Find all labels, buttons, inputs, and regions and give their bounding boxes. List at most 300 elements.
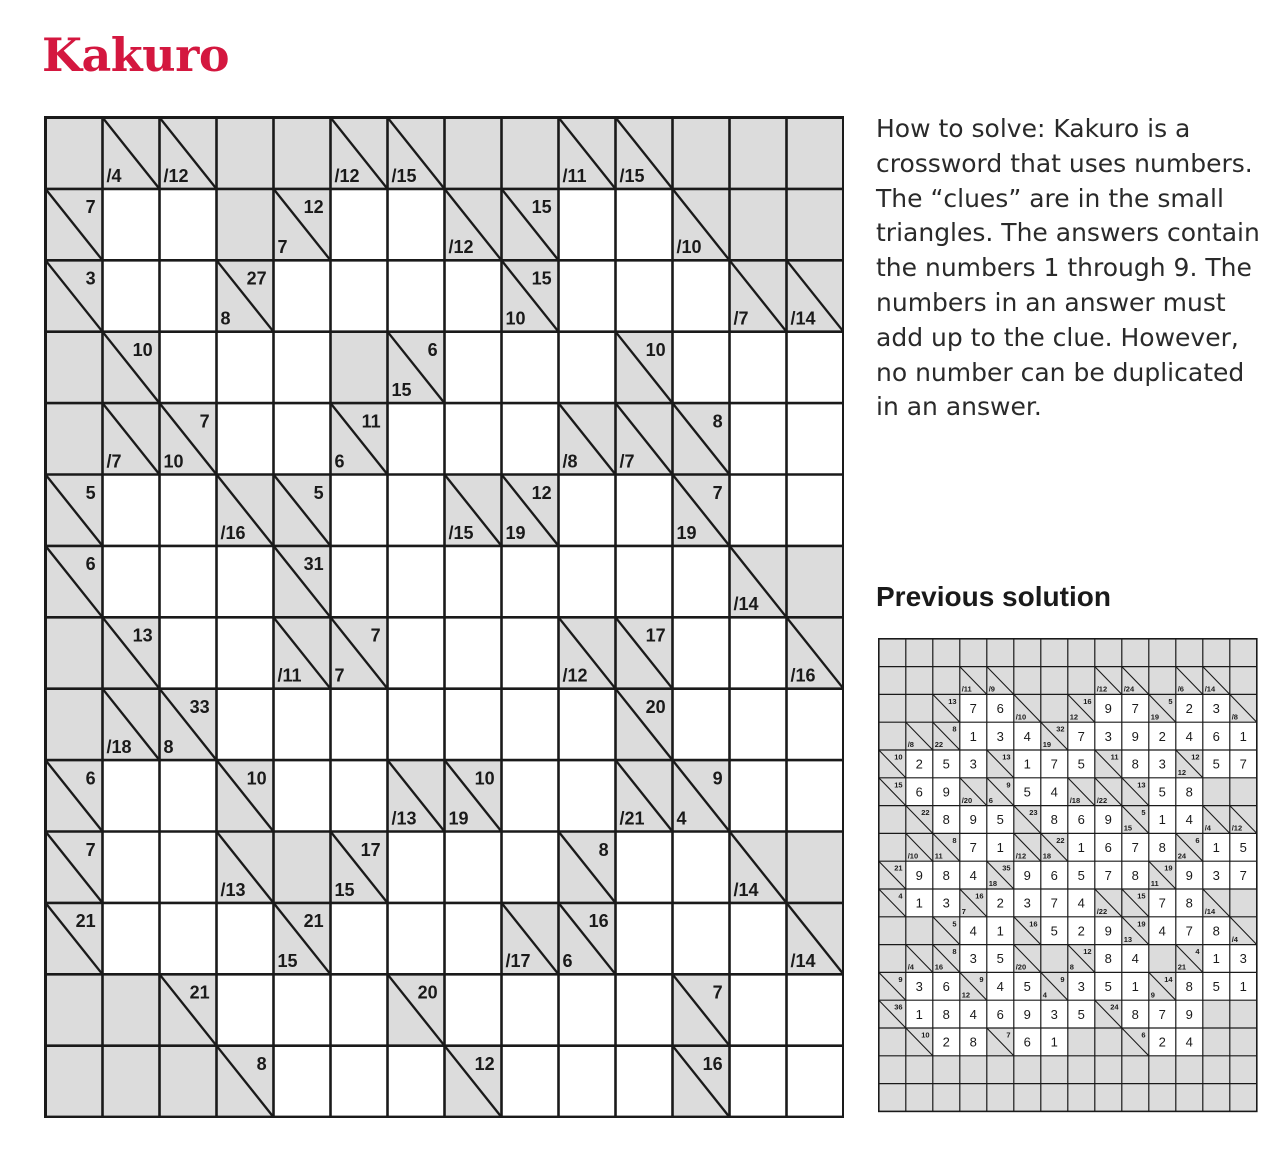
prev-solution-digit: 6	[1077, 812, 1085, 828]
prev-down-clue: 12	[1069, 712, 1079, 722]
prev-across-clue: 10	[894, 752, 903, 762]
across-clue: 11	[361, 411, 381, 432]
answer-cell[interactable]	[502, 332, 559, 403]
answer-cell[interactable]	[730, 689, 787, 760]
answer-cell[interactable]	[502, 689, 559, 760]
prev-solution-digit: 8	[1131, 756, 1139, 772]
answer-cell[interactable]	[388, 903, 445, 974]
prev-across-clue: 5	[1141, 808, 1146, 818]
blocked-cell	[160, 1046, 217, 1117]
prev-solution-digit: 1	[996, 923, 1004, 939]
blocked-cell	[46, 689, 103, 760]
prev-across-clue: 24	[1110, 1002, 1119, 1012]
across-clue: 12	[531, 482, 552, 503]
answer-cell[interactable]	[787, 689, 844, 760]
prev-solution-digit: 4	[1023, 728, 1031, 744]
prev-solution-digit: 3	[996, 728, 1004, 744]
prev-solution-digit: 4	[996, 978, 1004, 994]
answer-cell[interactable]	[217, 332, 274, 403]
answer-cell[interactable]	[502, 617, 559, 688]
prev-down-clue: /12	[1231, 823, 1243, 833]
prev-down-clue: /10	[1015, 712, 1027, 722]
prev-solution-digit: 8	[1050, 812, 1058, 828]
answer-cell[interactable]	[502, 760, 559, 831]
answer-cell[interactable]	[730, 760, 787, 831]
prev-down-clue: 7	[961, 907, 966, 917]
down-clue: /12	[334, 165, 360, 186]
prev-solution-digit: 5	[1212, 756, 1220, 772]
prev-solution-digit: 4	[969, 1006, 977, 1022]
answer-cell[interactable]	[103, 475, 160, 546]
answer-cell[interactable]	[445, 617, 502, 688]
answer-cell[interactable]	[445, 332, 502, 403]
how-to-solve-text: How to solve: Kakuro is a crossword that uses numbers. The “clues” are in the small triangles. The answers contain the numbers 1 through 9. The numbers in an answer must add up to the clue. However, no number can be duplicated in an answer.	[876, 114, 1260, 422]
answer-cell[interactable]	[103, 832, 160, 903]
answer-cell[interactable]	[274, 403, 331, 474]
prev-solution-digit: 8	[1185, 978, 1193, 994]
prev-across-clue: 13	[948, 696, 957, 706]
prev-solution-digit: 1	[915, 895, 923, 911]
prev-across-clue: 8	[952, 724, 957, 734]
prev-solution-digit: 5	[1239, 839, 1247, 855]
prev-solution-digit: 3	[969, 951, 977, 967]
prev-blocked-cell	[1176, 639, 1203, 667]
answer-cell[interactable]	[445, 903, 502, 974]
prev-blocked-cell	[906, 1084, 933, 1112]
prev-solution-digit: 9	[1023, 1006, 1031, 1022]
answer-cell[interactable]	[331, 189, 388, 260]
across-clue: 17	[360, 839, 381, 860]
prev-across-clue: 9	[1006, 780, 1011, 790]
answer-cell[interactable]	[160, 903, 217, 974]
prev-down-clue: /10	[907, 851, 919, 861]
answer-cell[interactable]	[160, 760, 217, 831]
blocked-cell	[46, 332, 103, 403]
down-clue: /15	[448, 522, 474, 543]
answer-cell[interactable]	[217, 903, 274, 974]
prev-solution-digit: 7	[1050, 895, 1058, 911]
across-clue: 16	[702, 1053, 723, 1074]
prev-solution-digit: 5	[1077, 867, 1085, 883]
prev-across-clue: 19	[1164, 863, 1173, 873]
answer-cell[interactable]	[160, 475, 217, 546]
answer-cell[interactable]	[673, 689, 730, 760]
across-clue: 10	[474, 768, 495, 789]
across-clue: 6	[85, 768, 96, 789]
prev-solution-digit: 4	[1077, 895, 1085, 911]
prev-down-clue: /4	[1204, 823, 1211, 833]
across-clue: 10	[645, 339, 666, 360]
prev-down-clue: 12	[1177, 768, 1187, 778]
prev-solution-digit: 1	[1239, 728, 1247, 744]
answer-cell[interactable]	[217, 617, 274, 688]
prev-across-clue: 19	[1137, 919, 1146, 929]
prev-blocked-cell	[987, 1084, 1014, 1112]
prev-blocked-cell	[1041, 1056, 1068, 1084]
prev-blocked-cell	[1068, 1084, 1095, 1112]
prev-blocked-cell	[1095, 639, 1122, 667]
prev-across-clue: 6	[1195, 835, 1200, 845]
answer-cell[interactable]	[160, 260, 217, 331]
down-clue: 7	[277, 237, 288, 258]
down-clue: /11	[277, 665, 302, 686]
prev-solution-digit: 1	[1050, 1034, 1058, 1050]
prev-across-clue: 36	[894, 1002, 903, 1012]
prev-across-clue: 21	[894, 863, 903, 873]
answer-cell[interactable]	[673, 903, 730, 974]
answer-cell[interactable]	[445, 546, 502, 617]
answer-cell[interactable]	[730, 475, 787, 546]
kakuro-puzzle-grid[interactable]	[44, 116, 844, 1118]
answer-cell[interactable]	[388, 403, 445, 474]
prev-solution-digit: 1	[915, 1006, 923, 1022]
prev-down-clue: /6	[1177, 684, 1184, 694]
prev-across-clue: 16	[1083, 696, 1092, 706]
answer-cell[interactable]	[502, 832, 559, 903]
answer-cell[interactable]	[559, 332, 616, 403]
prev-solution-digit: 2	[915, 756, 923, 772]
answer-cell[interactable]	[673, 546, 730, 617]
answer-cell[interactable]	[559, 546, 616, 617]
answer-cell[interactable]	[502, 403, 559, 474]
answer-cell[interactable]	[673, 617, 730, 688]
across-clue: 12	[303, 197, 324, 218]
answer-cell[interactable]	[331, 760, 388, 831]
prev-solution-digit: 5	[1077, 1006, 1085, 1022]
prev-blocked-cell	[1149, 667, 1176, 695]
prev-solution-digit: 4	[1131, 951, 1139, 967]
answer-cell[interactable]	[217, 403, 274, 474]
blocked-cell	[730, 118, 787, 189]
prev-blocked-cell	[1014, 639, 1041, 667]
prev-blocked-cell	[879, 1084, 906, 1112]
answer-cell[interactable]	[559, 974, 616, 1045]
answer-cell[interactable]	[787, 1046, 844, 1117]
prev-across-clue: 16	[975, 891, 984, 901]
prev-blocked-cell	[879, 1028, 906, 1056]
answer-cell[interactable]	[445, 689, 502, 760]
answer-cell[interactable]	[616, 475, 673, 546]
down-clue: 4	[676, 808, 687, 829]
answer-cell[interactable]	[274, 260, 331, 331]
across-clue: 17	[645, 625, 666, 646]
blocked-cell	[274, 832, 331, 903]
answer-cell[interactable]	[502, 1046, 559, 1117]
prev-solution-digit: 6	[1050, 867, 1058, 883]
answer-cell[interactable]	[673, 260, 730, 331]
prev-solution-digit: 5	[996, 812, 1004, 828]
answer-cell[interactable]	[730, 332, 787, 403]
down-clue: /16	[790, 665, 816, 686]
down-clue: /16	[220, 522, 246, 543]
prev-across-clue: 9	[898, 974, 903, 984]
down-clue: 6	[334, 451, 345, 472]
answer-cell[interactable]	[787, 974, 844, 1045]
prev-across-clue: 22	[921, 808, 930, 818]
answer-cell[interactable]	[730, 903, 787, 974]
across-clue: 7	[85, 839, 96, 860]
answer-cell[interactable]	[274, 974, 331, 1045]
prev-blocked-cell	[1149, 1084, 1176, 1112]
prev-blocked-cell	[879, 722, 906, 750]
answer-cell[interactable]	[217, 974, 274, 1045]
prev-across-clue: 8	[952, 947, 957, 957]
blocked-cell	[787, 118, 844, 189]
answer-cell[interactable]	[274, 760, 331, 831]
prev-down-clue: 8	[1069, 962, 1074, 972]
prev-across-clue: 5	[1168, 696, 1173, 706]
prev-across-clue: 32	[1056, 724, 1065, 734]
answer-cell[interactable]	[331, 260, 388, 331]
prev-blocked-cell	[1095, 1056, 1122, 1084]
prev-across-clue: 22	[1056, 835, 1065, 845]
answer-cell[interactable]	[559, 689, 616, 760]
prev-blocked-cell	[1230, 639, 1257, 667]
prev-solution-digit: 4	[1185, 1034, 1193, 1050]
answer-cell[interactable]	[103, 189, 160, 260]
prev-down-clue: /14	[1204, 684, 1216, 694]
answer-cell[interactable]	[331, 689, 388, 760]
prev-solution-digit: 7	[1077, 728, 1085, 744]
answer-cell[interactable]	[103, 903, 160, 974]
down-clue: /14	[790, 308, 816, 329]
prev-solution-digit: 9	[1185, 1006, 1193, 1022]
prev-blocked-cell	[1041, 639, 1068, 667]
answer-cell[interactable]	[559, 189, 616, 260]
answer-cell[interactable]	[616, 903, 673, 974]
prev-blocked-cell	[879, 806, 906, 834]
answer-cell[interactable]	[787, 403, 844, 474]
prev-solution-digit: 6	[996, 700, 1004, 716]
answer-cell[interactable]	[388, 546, 445, 617]
answer-cell[interactable]	[103, 760, 160, 831]
prev-down-clue: /24	[1123, 684, 1135, 694]
down-clue: 19	[676, 522, 697, 543]
prev-solution-digit: 8	[1185, 784, 1193, 800]
prev-solution-digit: 6	[942, 978, 950, 994]
prev-across-clue: 11	[1110, 752, 1119, 762]
prev-down-clue: 21	[1177, 962, 1187, 972]
prev-down-clue: 15	[1123, 823, 1133, 833]
answer-cell[interactable]	[331, 475, 388, 546]
prev-blocked-cell	[1203, 1028, 1230, 1056]
prev-blocked-cell	[960, 1056, 987, 1084]
prev-blocked-cell	[1095, 1084, 1122, 1112]
prev-across-clue: 12	[1191, 752, 1200, 762]
blocked-cell	[787, 832, 844, 903]
answer-cell[interactable]	[445, 974, 502, 1045]
prev-blocked-cell	[879, 667, 906, 695]
answer-cell[interactable]	[559, 760, 616, 831]
answer-cell[interactable]	[616, 189, 673, 260]
answer-cell[interactable]	[274, 1046, 331, 1117]
prev-blocked-cell	[1014, 1056, 1041, 1084]
prev-blocked-cell	[1230, 889, 1257, 917]
prev-solution-digit: 2	[1158, 728, 1166, 744]
answer-cell[interactable]	[388, 1046, 445, 1117]
prev-solution-digit: 6	[996, 1006, 1004, 1022]
prev-down-clue: /4	[1231, 934, 1238, 944]
prev-blocked-cell	[879, 639, 906, 667]
prev-solution-digit: 3	[1077, 978, 1085, 994]
across-clue: 9	[712, 768, 723, 789]
down-clue: 7	[334, 665, 345, 686]
answer-cell[interactable]	[274, 332, 331, 403]
answer-cell[interactable]	[388, 260, 445, 331]
prev-solution-digit: 3	[915, 978, 923, 994]
prev-blocked-cell	[1068, 1056, 1095, 1084]
answer-cell[interactable]	[160, 617, 217, 688]
answer-cell[interactable]	[673, 832, 730, 903]
answer-cell[interactable]	[160, 832, 217, 903]
answer-cell[interactable]	[673, 332, 730, 403]
prev-blocked-cell	[1014, 667, 1041, 695]
blocked-cell	[331, 332, 388, 403]
answer-cell[interactable]	[160, 546, 217, 617]
answer-cell[interactable]	[730, 617, 787, 688]
prev-solution-digit: 1	[996, 839, 1004, 855]
prev-blocked-cell	[1122, 1084, 1149, 1112]
answer-cell[interactable]	[787, 475, 844, 546]
prev-solution-digit: 3	[1158, 756, 1166, 772]
down-clue: /14	[733, 879, 759, 900]
prev-solution-digit: 8	[1131, 867, 1139, 883]
down-clue: 15	[277, 951, 298, 972]
prev-across-clue: 6	[1141, 1030, 1146, 1040]
answer-cell[interactable]	[787, 332, 844, 403]
answer-cell[interactable]	[445, 403, 502, 474]
answer-cell[interactable]	[559, 1046, 616, 1117]
prev-solution-digit: 4	[1185, 728, 1193, 744]
across-clue: 21	[189, 982, 210, 1003]
down-clue: /12	[163, 165, 189, 186]
down-clue: 15	[391, 379, 412, 400]
prev-solution-digit: 7	[1158, 895, 1166, 911]
across-clue: 15	[531, 197, 552, 218]
answer-cell[interactable]	[388, 189, 445, 260]
prev-down-clue: 22	[934, 740, 944, 750]
answer-cell[interactable]	[445, 260, 502, 331]
prev-solution-digit: 4	[969, 923, 977, 939]
answer-cell[interactable]	[616, 974, 673, 1045]
down-clue: /12	[562, 665, 588, 686]
answer-cell[interactable]	[217, 689, 274, 760]
prev-solution-digit: 8	[942, 812, 950, 828]
prev-solution-digit: 6	[1104, 839, 1112, 855]
prev-down-clue: /4	[907, 962, 914, 972]
prev-solution-digit: 8	[942, 1006, 950, 1022]
answer-cell[interactable]	[502, 546, 559, 617]
blocked-cell	[103, 974, 160, 1045]
prev-solution-digit: 5	[1104, 978, 1112, 994]
page-title: Kakuro	[42, 28, 230, 82]
answer-cell[interactable]	[616, 1046, 673, 1117]
answer-cell[interactable]	[388, 475, 445, 546]
down-clue: 8	[163, 736, 174, 757]
answer-cell[interactable]	[616, 260, 673, 331]
across-clue: 10	[132, 339, 153, 360]
answer-cell[interactable]	[331, 903, 388, 974]
prev-solution-digit: 1	[1023, 756, 1031, 772]
prev-blocked-cell	[879, 945, 906, 973]
answer-cell[interactable]	[616, 546, 673, 617]
down-clue: /13	[391, 808, 417, 829]
answer-cell[interactable]	[217, 546, 274, 617]
across-clue: 7	[199, 411, 210, 432]
prev-down-clue: 19	[1150, 712, 1160, 722]
prev-solution-digit: 3	[1239, 951, 1247, 967]
prev-across-clue: 4	[898, 891, 903, 901]
prev-solution-digit: 1	[1158, 812, 1166, 828]
blocked-cell	[502, 118, 559, 189]
prev-down-clue: /12	[1096, 684, 1108, 694]
prev-solution-digit: 8	[1212, 923, 1220, 939]
across-clue: 16	[588, 911, 609, 932]
answer-cell[interactable]	[502, 974, 559, 1045]
prev-down-clue: /12	[1015, 851, 1027, 861]
answer-cell[interactable]	[274, 689, 331, 760]
answer-cell[interactable]	[787, 760, 844, 831]
answer-cell[interactable]	[616, 832, 673, 903]
across-clue: 20	[417, 982, 438, 1003]
answer-cell[interactable]	[160, 332, 217, 403]
prev-down-clue: 24	[1177, 851, 1187, 861]
down-clue: /15	[619, 165, 645, 186]
answer-cell[interactable]	[331, 1046, 388, 1117]
prev-blocked-cell	[879, 1056, 906, 1084]
down-clue: /7	[619, 451, 635, 472]
down-clue: /7	[106, 451, 122, 472]
blocked-cell	[46, 617, 103, 688]
prev-down-clue: 16	[934, 962, 944, 972]
prev-blocked-cell	[1041, 945, 1068, 973]
answer-cell[interactable]	[331, 974, 388, 1045]
prev-down-clue: 11	[934, 851, 943, 861]
prev-across-clue: 23	[1029, 808, 1038, 818]
prev-blocked-cell	[1203, 1084, 1230, 1112]
answer-cell[interactable]	[331, 546, 388, 617]
across-clue: 10	[246, 768, 267, 789]
across-clue: 7	[370, 625, 381, 646]
prev-solution-digit: 9	[1185, 867, 1193, 883]
answer-cell[interactable]	[388, 689, 445, 760]
answer-cell[interactable]	[730, 403, 787, 474]
prev-solution-digit: 9	[1131, 728, 1139, 744]
prev-blocked-cell	[933, 639, 960, 667]
answer-cell[interactable]	[103, 260, 160, 331]
prev-across-clue: 35	[1002, 863, 1011, 873]
answer-cell[interactable]	[160, 189, 217, 260]
prev-solution-digit: 5	[1158, 784, 1166, 800]
answer-cell[interactable]	[388, 617, 445, 688]
prev-across-clue: 5	[952, 919, 957, 929]
prev-blocked-cell	[1176, 1084, 1203, 1112]
answer-cell[interactable]	[559, 260, 616, 331]
answer-cell[interactable]	[445, 832, 502, 903]
prev-solution-digit: 9	[1104, 700, 1112, 716]
answer-cell[interactable]	[103, 546, 160, 617]
prev-blocked-cell	[906, 917, 933, 945]
prev-solution-digit: 3	[969, 756, 977, 772]
prev-blocked-cell	[1230, 1028, 1257, 1056]
answer-cell[interactable]	[559, 475, 616, 546]
answer-cell[interactable]	[730, 974, 787, 1045]
answer-cell[interactable]	[388, 832, 445, 903]
prev-down-clue: 11	[1150, 879, 1159, 889]
prev-solution-digit: 6	[1212, 728, 1220, 744]
answer-cell[interactable]	[730, 1046, 787, 1117]
prev-solution-digit: 1	[969, 728, 977, 744]
